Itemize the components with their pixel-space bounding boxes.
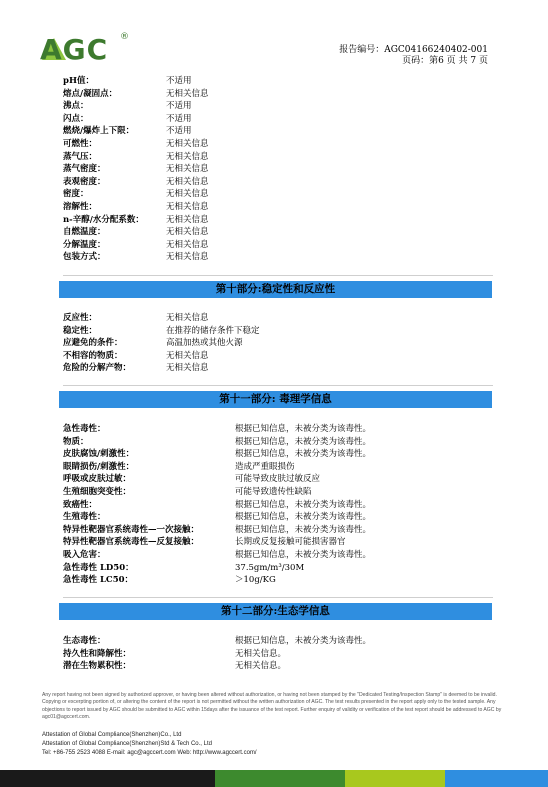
footer-stripe-lime: [345, 770, 445, 787]
list-item: [63, 536, 493, 549]
list-item: [63, 660, 493, 673]
item-label: 沸点：: [63, 101, 89, 112]
item-value: 高温加热或其他火源: [166, 338, 243, 349]
item-label: 危险的分解产物：: [63, 363, 132, 374]
list-item: [63, 214, 493, 227]
agc-logo: [40, 34, 130, 68]
legal-disclaimer: Any report having not been signed by authorized approver, or having been altered without authorization, or having not been stamped by the "Dedicated Testing/Inspection Stamp" is deemed to be invalid. Copying or excerpting portion of, or altering the content of the report is not permitted without the written authorization of AGC. The test results presented in the report apply only to the tested sample. Any objections to report issued by AGC should be submitted to AGC within 15days after the issuance of the test report. Further enquiry of validity or verification of the test report should be addressed to AGC by agc01@agccert.com.: [42, 692, 502, 721]
list-item: [63, 88, 493, 101]
item-value: 根据已知信息，未被分类为该毒性。: [235, 512, 372, 523]
item-label: 生殖细胞突变性：: [63, 486, 132, 497]
item-value: 无相关信息: [166, 350, 209, 361]
item-value: 无相关信息: [166, 164, 209, 175]
list-item: [63, 325, 493, 338]
list-item: [63, 312, 493, 325]
list-item: [63, 436, 493, 449]
section-11-list: [63, 423, 493, 587]
contact-line: Tel: +86-755 2523 4088 E-mail: agc@agccert.com Web: http://www.agccert.com/: [42, 750, 257, 756]
properties-list: [63, 75, 493, 264]
section-divider: [63, 275, 493, 276]
item-label: 包装方式：: [63, 252, 106, 263]
item-label: 呼吸或皮肤过敏：: [63, 474, 132, 485]
section-10-title: 第十部分:稳定性和反应性: [59, 281, 492, 298]
list-item: [63, 151, 493, 164]
item-value: 无相关信息: [166, 88, 209, 99]
item-value: 无相关信息: [166, 363, 209, 374]
list-item: [63, 499, 493, 512]
list-item: [63, 100, 493, 113]
list-item: [63, 163, 493, 176]
section-12-list: [63, 635, 493, 673]
item-label: 溶解性：: [63, 201, 98, 212]
item-label: 表观密度：: [63, 176, 106, 187]
footer-stripe-green: [215, 770, 345, 787]
item-value: 根据已知信息，未被分类为该毒性。: [235, 524, 372, 535]
list-item: [63, 473, 493, 486]
list-item: [63, 486, 493, 499]
list-item: [63, 423, 493, 436]
item-value: 无相关信息: [166, 239, 209, 250]
list-item: [63, 635, 493, 648]
item-value: 造成严重眼损伤: [235, 461, 295, 472]
item-value: 不适用: [166, 101, 192, 112]
list-item: [63, 75, 493, 88]
item-value: 不适用: [166, 126, 192, 137]
list-item: [63, 176, 493, 189]
list-item: [63, 448, 493, 461]
item-value: 无相关信息: [166, 176, 209, 187]
item-value: 无相关信息: [166, 214, 209, 225]
item-value: 无相关信息: [166, 189, 209, 200]
page-number: 页码：第6 页 共 7 页: [402, 56, 488, 66]
item-label: 应避免的条件：: [63, 338, 123, 349]
item-label: 皮肤腐蚀/刺激性：: [63, 449, 135, 460]
item-label: 燃烧/爆炸上下限：: [63, 126, 135, 137]
item-label: 急性毒性 LC50：: [63, 575, 134, 586]
item-value: 不适用: [166, 113, 192, 124]
list-item: [63, 574, 493, 587]
item-value: 可能导致皮肤过敏反应: [235, 474, 321, 485]
item-label: 密度：: [63, 189, 89, 200]
item-value: 根据已知信息，未被分类为该毒性。: [235, 449, 372, 460]
list-item: [63, 113, 493, 126]
item-label: 分解温度：: [63, 239, 106, 250]
item-label: 不相容的物质：: [63, 350, 123, 361]
list-item: [63, 562, 493, 575]
section-divider: [63, 597, 493, 598]
company-name-2: Attestation of Global Compliance(Shenzhen)Std & Tech Co., Ltd: [42, 741, 212, 747]
list-item: [63, 350, 493, 363]
item-label: 生态毒性：: [63, 636, 106, 646]
report-number: 报告编号：AGC04166240402-001: [339, 45, 488, 55]
item-label: 蒸气压：: [63, 151, 98, 162]
item-value: 可能导致遗传性缺陷: [235, 486, 312, 497]
item-label: 持久性和降解性：: [63, 648, 132, 659]
item-value: 无相关信息: [166, 201, 209, 212]
item-value: 根据已知信息，未被分类为该毒性。: [235, 424, 372, 434]
logo-text: AGC: [40, 33, 109, 66]
item-label: 反应性：: [63, 313, 98, 323]
list-item: [63, 125, 493, 138]
item-label: 特异性靶器官系统毒性—一次接触：: [63, 524, 200, 535]
item-value: 无相关信息: [166, 151, 209, 162]
item-label: n-辛醇/水分配系数：: [63, 214, 144, 225]
item-label: 物质：: [63, 436, 89, 447]
list-item: [63, 251, 493, 264]
registered-mark: ®: [120, 32, 129, 42]
item-label: 闪点：: [63, 113, 89, 124]
list-item: [63, 461, 493, 474]
item-label: 眼睛损伤/刺激性：: [63, 461, 135, 472]
list-item: [63, 138, 493, 151]
item-value: 无相关信息: [166, 227, 209, 238]
item-value: 根据已知信息，未被分类为该毒性。: [235, 499, 372, 510]
item-label: 稳定性：: [63, 325, 98, 336]
item-label: 特异性靶器官系统毒性—反复接触：: [63, 537, 200, 548]
item-label: 可燃性：: [63, 138, 98, 149]
item-label: 急性毒性 LD50：: [63, 562, 134, 573]
item-value: 根据已知信息，未被分类为该毒性。: [235, 436, 372, 447]
item-value: 根据已知信息，未被分类为该毒性。: [235, 549, 372, 560]
item-value: 无相关信息: [166, 138, 209, 149]
footer-stripe-dark: [0, 770, 215, 787]
item-label: 急性毒性：: [63, 424, 106, 434]
list-item: [63, 511, 493, 524]
item-value: 不适用: [166, 76, 192, 86]
item-value: 根据已知信息，未被分类为该毒性。: [235, 636, 372, 646]
item-label: 潜在生物累积性：: [63, 661, 132, 672]
footer-stripe-blue: [445, 770, 548, 787]
item-label: pH值：: [63, 76, 94, 86]
list-item: [63, 648, 493, 661]
list-item: [63, 188, 493, 201]
item-value: 无相关信息。: [235, 661, 287, 672]
item-value: 无相关信息。: [235, 648, 287, 659]
section-10-list: [63, 312, 493, 375]
item-label: 生殖毒性：: [63, 512, 106, 523]
list-item: [63, 201, 493, 214]
item-value: 无相关信息: [166, 252, 209, 263]
item-label: 熔点/凝固点：: [63, 88, 118, 99]
section-11-title: 第十一部分: 毒理学信息: [59, 391, 492, 408]
list-item: [63, 337, 493, 350]
list-item: [63, 524, 493, 537]
item-value: 在推荐的储存条件下稳定: [166, 325, 260, 336]
item-label: 蒸气密度：: [63, 164, 106, 175]
company-name-1: Attestation of Global Compliance(Shenzhen)Co., Ltd: [42, 732, 182, 738]
item-value: 无相关信息: [166, 313, 209, 323]
list-item: [63, 226, 493, 239]
item-value: ＞10g/KG: [235, 575, 276, 586]
list-item: [63, 239, 493, 252]
section-divider: [63, 385, 493, 386]
list-item: [63, 362, 493, 375]
list-item: [63, 549, 493, 562]
item-label: 自燃温度：: [63, 227, 106, 238]
item-value: 37.5gm/m³/30M: [235, 562, 305, 573]
item-label: 致癌性：: [63, 499, 98, 510]
item-label: 吸入危害：: [63, 549, 106, 560]
item-value: 长期或反复接触可能损害器官: [235, 537, 346, 548]
section-12-title: 第十二部分:生态学信息: [59, 603, 492, 620]
